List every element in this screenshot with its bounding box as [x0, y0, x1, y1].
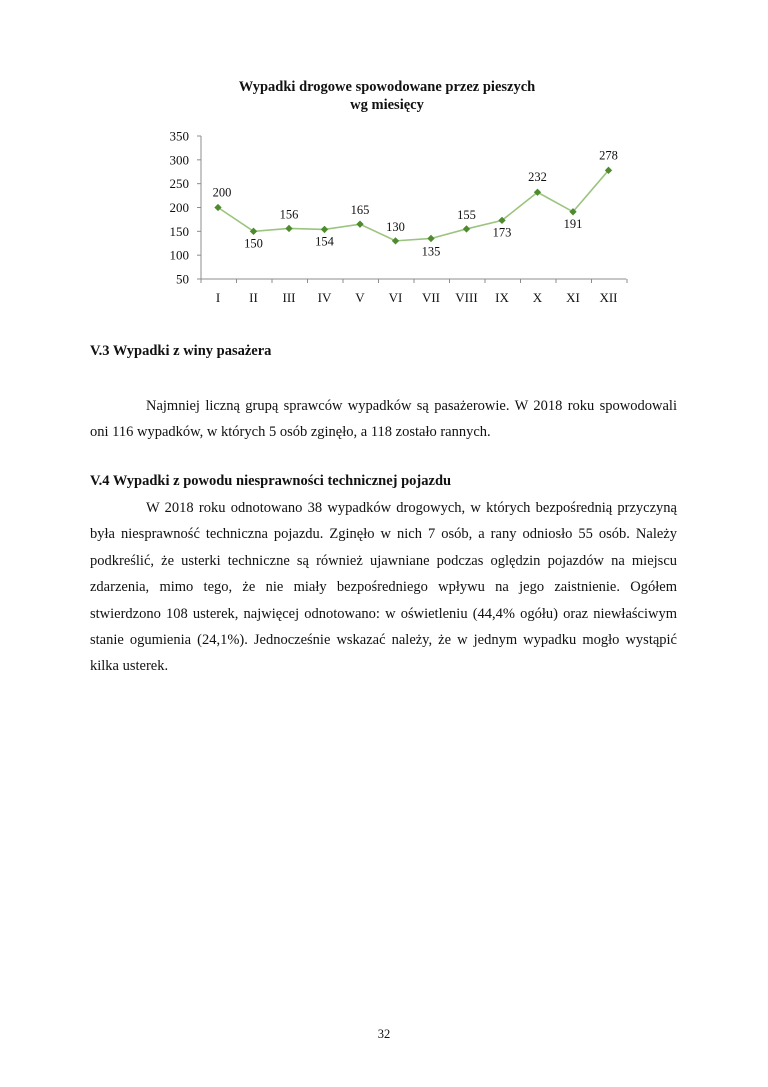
data-point-V [356, 221, 363, 228]
x-tick-label-V: V [355, 290, 365, 305]
x-tick-label-X: X [532, 290, 543, 305]
data-label-IX: 173 [492, 225, 512, 240]
data-label-V: 165 [350, 203, 370, 218]
y-tick-label: 100 [169, 247, 189, 263]
section-heading-v3: V.3 Wypadki z winy pasażera [90, 343, 272, 359]
x-tick-label-II: II [249, 290, 258, 305]
data-point-IV [321, 226, 328, 233]
x-tick-label-XI: XI [566, 290, 580, 305]
page-number: 32 [377, 1027, 391, 1041]
data-label-I: 200 [212, 185, 232, 200]
data-label-XII: 278 [599, 148, 618, 163]
data-point-VI [392, 237, 399, 244]
data-label-VI: 130 [386, 219, 405, 234]
data-point-III [285, 225, 292, 232]
y-tick-label: 200 [169, 200, 189, 215]
section-paragraph-v4: W 2018 roku odnotowano 38 wypadków drogowych, w których bezpośrednią przyczyną była niesprawność techniczna pojazdu. Zginęło w nich 7 osób, a rany odniosło 55 osób. Należy podkreślić, że usterki techniczne są również ujawniane podczas oględzin pojazdów na miejscu zdarzenia, mimo tego, że nie miały bezpośredniego wpływu na jego zaistnienie. Ogółem stwierdzono 108 usterek, najwięcej odnotowano: w oświetleniu (44,4% ogółu) oraz niewłaściwym stanie ogumienia (24,1%). Jednocześnie wskazać należy, że w jednym wypadku mogło wystąpić kilka usterek. [90, 500, 677, 675]
series-line [218, 170, 609, 241]
x-tick-label-I: I [215, 290, 221, 305]
data-label-III: 156 [279, 207, 299, 222]
y-tick-label: 350 [169, 128, 189, 144]
y-tick-label: 150 [169, 223, 189, 239]
data-label-II: 150 [244, 236, 263, 251]
section-paragraph-v3: Najmniej liczną grupą sprawców wypadków są pasażerowie. W 2018 roku spowodowali oni 116 wypadków, w których 5 osób zginęło, a 118 zostało rannych. [90, 398, 677, 441]
data-point-VII [427, 235, 434, 242]
chart-title-line-2: wg miesięcy [350, 97, 424, 113]
data-label-XI: 191 [563, 216, 583, 231]
x-tick-label-VII: VII [421, 290, 441, 305]
data-label-VII: 135 [421, 244, 441, 259]
y-tick-label: 50 [176, 271, 189, 287]
line-chart [150, 70, 630, 310]
chart-title-line-1: Wypadki drogowe spowodowane przez pieszych [238, 79, 536, 95]
data-label-X: 232 [528, 170, 547, 185]
x-tick-label-VIII: VIII [455, 290, 478, 305]
x-tick-label-XII: XII [599, 290, 618, 305]
data-label-IV: 154 [315, 234, 334, 249]
x-tick-label-VI: VI [388, 290, 403, 305]
x-tick-label-IX: IX [495, 290, 509, 305]
data-point-VIII [463, 225, 470, 232]
x-tick-label-III: III [282, 290, 296, 305]
data-label-VIII: 155 [457, 207, 476, 222]
section-heading-v4: V.4 Wypadki z powodu niesprawności technicznej pojazdu [90, 473, 452, 489]
y-tick-label: 250 [169, 176, 189, 192]
x-tick-label-IV: IV [317, 290, 332, 305]
y-tick-label: 300 [169, 152, 189, 168]
